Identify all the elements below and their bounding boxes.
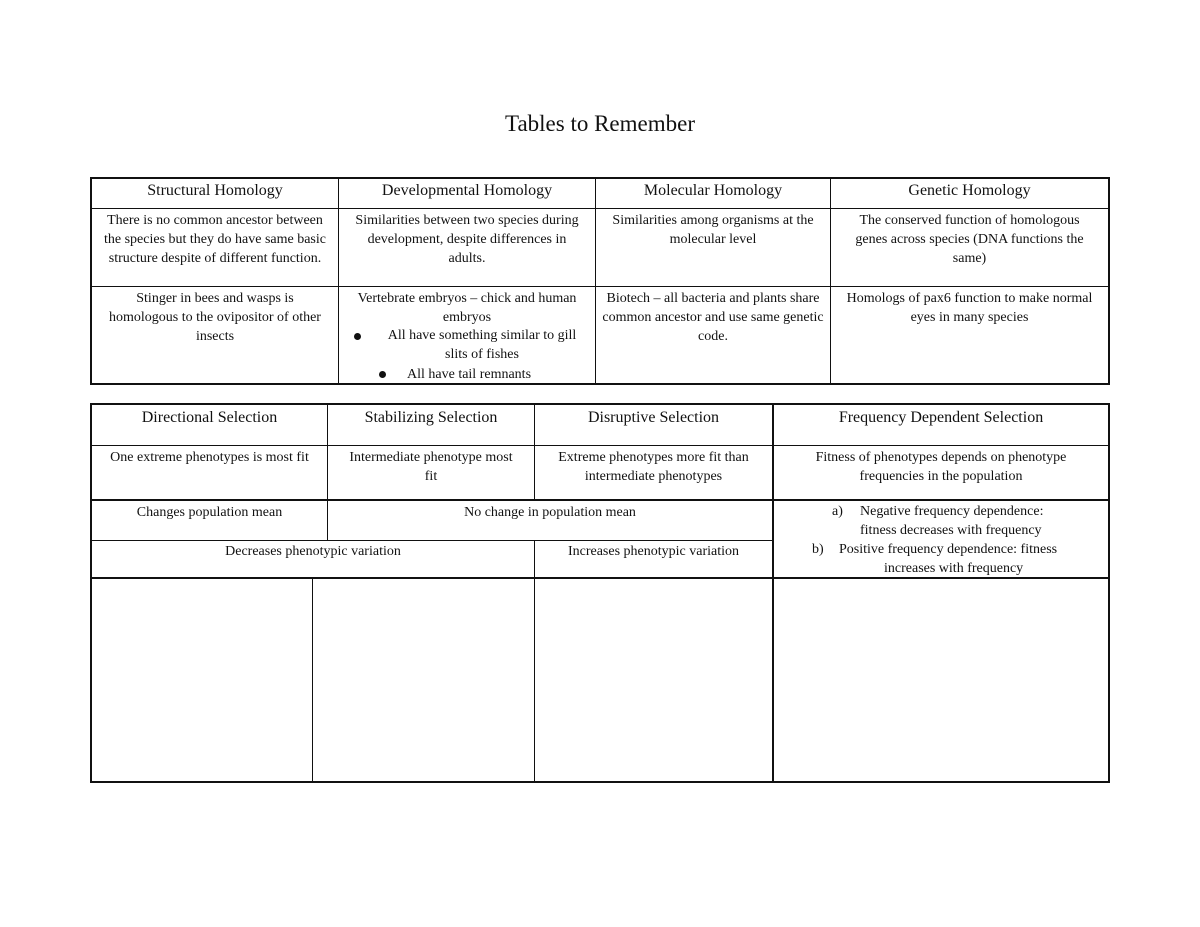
header-directional-selection: Directional Selection	[141, 409, 278, 426]
list-item-negative-frequency-cont: fitness decreases with frequency	[860, 523, 1042, 538]
header-genetic-homology: Genetic Homology	[908, 182, 1031, 199]
changes-population-mean: Changes population mean	[136, 505, 283, 520]
empty-cell	[92, 579, 312, 781]
header-molecular-homology: Molecular Homology	[643, 182, 783, 199]
list-item-marker: b)	[812, 542, 824, 557]
table-border	[90, 499, 1110, 501]
table-border	[1108, 177, 1110, 385]
list-item-positive-frequency-cont: increases with frequency	[884, 561, 1024, 576]
header-developmental-homology: Developmental Homology	[381, 182, 553, 199]
header-disruptive-selection: Disruptive Selection	[587, 409, 720, 426]
developmental-example-intro: Vertebrate embryos – chick and human embryos	[357, 291, 577, 325]
no-change-population-mean: No change in population mean	[464, 505, 636, 520]
empty-cell	[774, 579, 1108, 781]
definition-genetic-homology: The conserved function of homologous genes across species (DNA functions the same)	[855, 213, 1084, 266]
empty-cell	[535, 579, 772, 781]
increases-phenotypic-variation: Increases phenotypic variation	[567, 544, 740, 559]
empty-cell	[313, 579, 534, 781]
definition-disruptive-selection: Extreme phenotypes more fit than intermediate phenotypes	[558, 450, 749, 484]
table-border	[90, 208, 1110, 209]
page-title: Tables to Remember	[505, 111, 695, 136]
header-structural-homology: Structural Homology	[147, 182, 283, 199]
developmental-bullet-gill-slits: All have something similar to gill slits of fishes	[387, 328, 577, 362]
table-border	[90, 286, 1110, 287]
frequency-dependence-list	[774, 502, 1108, 577]
bullet-icon	[379, 371, 386, 378]
table-border	[90, 383, 1110, 385]
definition-directional-selection: One extreme phenotypes is most fit	[110, 450, 309, 465]
bullet-icon	[354, 333, 361, 340]
list-item-marker: a)	[832, 504, 843, 519]
example-genetic-homology: Homologs of pax6 function to make normal eyes in many species	[846, 291, 1093, 325]
list-item-negative-frequency: Negative frequency dependence:	[860, 504, 1044, 519]
definition-developmental-homology: Similarities between two species during development, despite differences in adults.	[355, 213, 579, 266]
example-structural-homology: Stinger in bees and wasps is homologous to the ovipositor of other insects	[109, 291, 321, 344]
list-item-positive-frequency: Positive frequency dependence: fitness	[839, 542, 1058, 557]
definition-frequency-dependent-selection: Fitness of phenotypes depends on phenotype frequencies in the population	[815, 450, 1067, 484]
header-stabilizing-selection: Stabilizing Selection	[364, 409, 498, 426]
table-border	[90, 445, 1110, 446]
table-border	[90, 781, 1110, 783]
definition-structural-homology: There is no common ancestor between the species but they do have same basic structure despite of different function.	[104, 213, 326, 266]
header-frequency-dependent-selection: Frequency Dependent Selection	[838, 409, 1044, 426]
example-developmental-homology	[339, 288, 595, 383]
table-border	[1108, 403, 1110, 783]
definition-molecular-homology: Similarities among organisms at the molecular level	[612, 213, 814, 247]
example-molecular-homology: Biotech – all bacteria and plants share common ancestor and use same genetic code.	[602, 291, 824, 344]
developmental-bullet-tail-remnants: All have tail remnants	[407, 367, 532, 382]
definition-stabilizing-selection: Intermediate phenotype most fit	[349, 450, 513, 484]
decreases-phenotypic-variation: Decreases phenotypic variation	[225, 544, 401, 559]
